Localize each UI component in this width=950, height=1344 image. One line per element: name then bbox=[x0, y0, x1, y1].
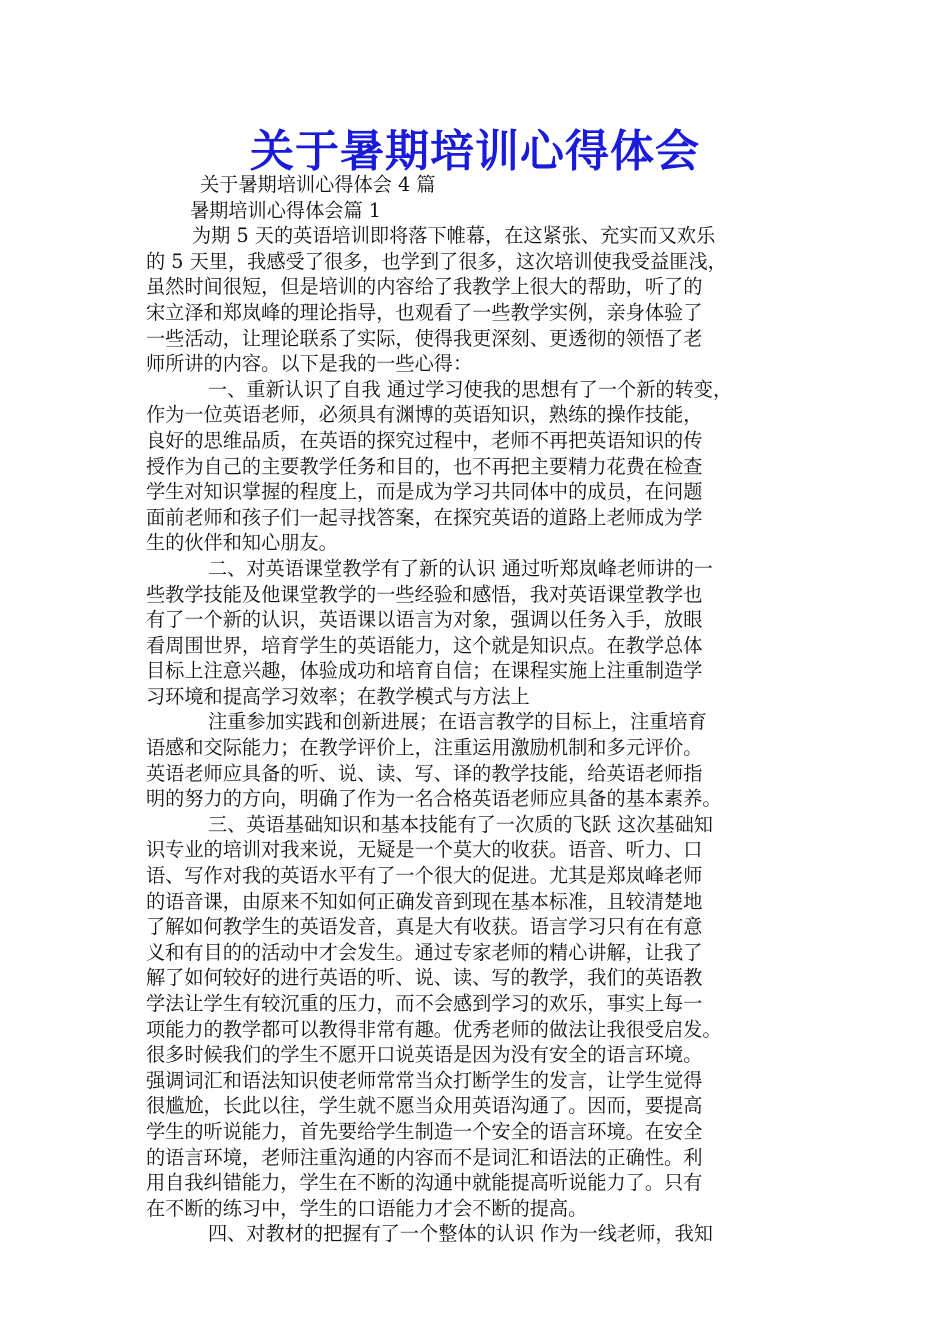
text-line: 的 5 天里，我感受了很多，也学到了很多，这次培训使我受益匪浅， bbox=[146, 249, 727, 273]
text-line: 语、写作对我的英语水平有了一个很大的促进。尤其是郑岚峰老师 bbox=[146, 864, 703, 888]
text-line: 用自我纠错能力，学生在不断的沟通中就能提高听说能力了。只有 bbox=[146, 1171, 703, 1195]
text-line: 英语老师应具备的听、说、读、写、译的教学技能，给英语老师指 bbox=[146, 761, 703, 785]
text-line: 解了如何较好的进行英语的听、说、读、写的教学，我们的英语教 bbox=[146, 966, 703, 990]
text-line: 识专业的培训对我来说，无疑是一个莫大的收获。语音、听力、口 bbox=[146, 838, 703, 862]
section-heading: 暑期培训心得体会篇 1 bbox=[190, 198, 381, 222]
text-line: 三、英语基础知识和基本技能有了一次质的飞跃 这次基础知 bbox=[208, 812, 713, 836]
text-line: 四、对教材的把握有了一个整体的认识 作为一线老师，我知 bbox=[208, 1222, 713, 1246]
document-title: 关于暑期培训心得体会 bbox=[250, 126, 700, 177]
text-line: 目标上注意兴趣，体验成功和培育自信；在课程实施上注重制造学 bbox=[146, 659, 703, 683]
text-line: 的语言环境，老师注重沟通的内容而不是词汇和语法的正确性。利 bbox=[146, 1145, 703, 1169]
text-line: 语感和交际能力；在教学评价上，注重运用激励机制和多元评价。 bbox=[146, 736, 703, 760]
text-line: 看周围世界，培育学生的英语能力，这个就是知识点。在教学总体 bbox=[146, 633, 703, 657]
text-line: 学法让学生有较沉重的压力，而不会感到学习的欢乐，事实上每一 bbox=[146, 992, 703, 1015]
text-line: 良好的思维品质，在英语的探究过程中，老师不再把英语知识的传 bbox=[146, 428, 703, 452]
text-line: 宋立泽和郑岚峰的理论指导，也观看了一些教学实例，亲身体验了 bbox=[146, 300, 703, 324]
text-line: 一、重新认识了自我 通过学习使我的思想有了一个新的转变， bbox=[208, 377, 733, 401]
text-line: 生的伙伴和知心朋友。 bbox=[146, 531, 338, 555]
text-line: 的语音课，由原来不知如何正确发音到现在基本标准，且较清楚地 bbox=[146, 889, 703, 913]
text-line: 了解如何教学生的英语发音，真是大有收获。语言学习只有在有意 bbox=[146, 915, 703, 939]
text-line: 虽然时间很短，但是培训的内容给了我教学上很大的帮助，听了的 bbox=[146, 275, 703, 299]
text-line: 明的努力的方向，明确了作为一名合格英语老师应具备的基本素养。 bbox=[146, 787, 722, 811]
text-line: 授作为自己的主要教学任务和目的，也不再把主要精力花费在检查 bbox=[146, 454, 703, 478]
text-line: 习环境和提高学习效率；在教学模式与方法上 bbox=[146, 684, 530, 708]
text-line: 学生对知识掌握的程度上，而是成为学习共同体中的成员，在问题 bbox=[146, 480, 703, 504]
text-line: 一些活动，让理论联系了实际，使得我更深刻、更透彻的领悟了老 bbox=[146, 326, 703, 350]
text-line: 有了一个新的认识，英语课以语言为对象，强调以任务入手，放眼 bbox=[146, 608, 703, 632]
text-line: 很多时候我们的学生不愿开口说英语是因为没有安全的语言环境。 bbox=[146, 1043, 703, 1067]
text-line: 作为一位英语老师，必须具有渊博的英语知识，熟练的操作技能， bbox=[146, 403, 703, 427]
text-line: 学生的听说能力，首先要给学生制造一个安全的语言环境。在安全 bbox=[146, 1119, 703, 1143]
document-subtitle: 关于暑期培训心得体会 4 篇 bbox=[200, 173, 436, 196]
text-line: 义和有目的的活动中才会发生。通过专家老师的精心讲解，让我了 bbox=[146, 940, 703, 964]
text-line: 二、对英语课堂教学有了新的认识 通过听郑岚峰老师讲的一 bbox=[208, 556, 713, 580]
text-line: 注重参加实践和创新进展；在语言教学的目标上，注重培育 bbox=[208, 710, 707, 734]
text-line: 些教学技能及他课堂教学的一些经验和感悟，我对英语课堂教学也 bbox=[146, 582, 703, 606]
text-line: 在不断的练习中，学生的口语能力才会不断的提高。 bbox=[146, 1196, 588, 1220]
text-line: 强调词汇和语法知识使老师常常当众打断学生的发言，让学生觉得 bbox=[146, 1068, 703, 1092]
text-line: 为期 5 天的英语培训即将落下帷幕，在这紧张、充实而又欢乐 bbox=[192, 224, 716, 248]
text-line: 项能力的教学都可以教得非常有趣。优秀老师的做法让我很受启发。 bbox=[146, 1017, 722, 1041]
text-line: 师所讲的内容。以下是我的一些心得： bbox=[146, 352, 473, 376]
text-line: 很尴尬，长此以往，学生就不愿当众用英语沟通了。因而，要提高 bbox=[146, 1094, 703, 1118]
document-body bbox=[146, 172, 810, 1247]
text-line: 面前老师和孩子们一起寻找答案，在探究英语的道路上老师成为学 bbox=[146, 505, 703, 529]
